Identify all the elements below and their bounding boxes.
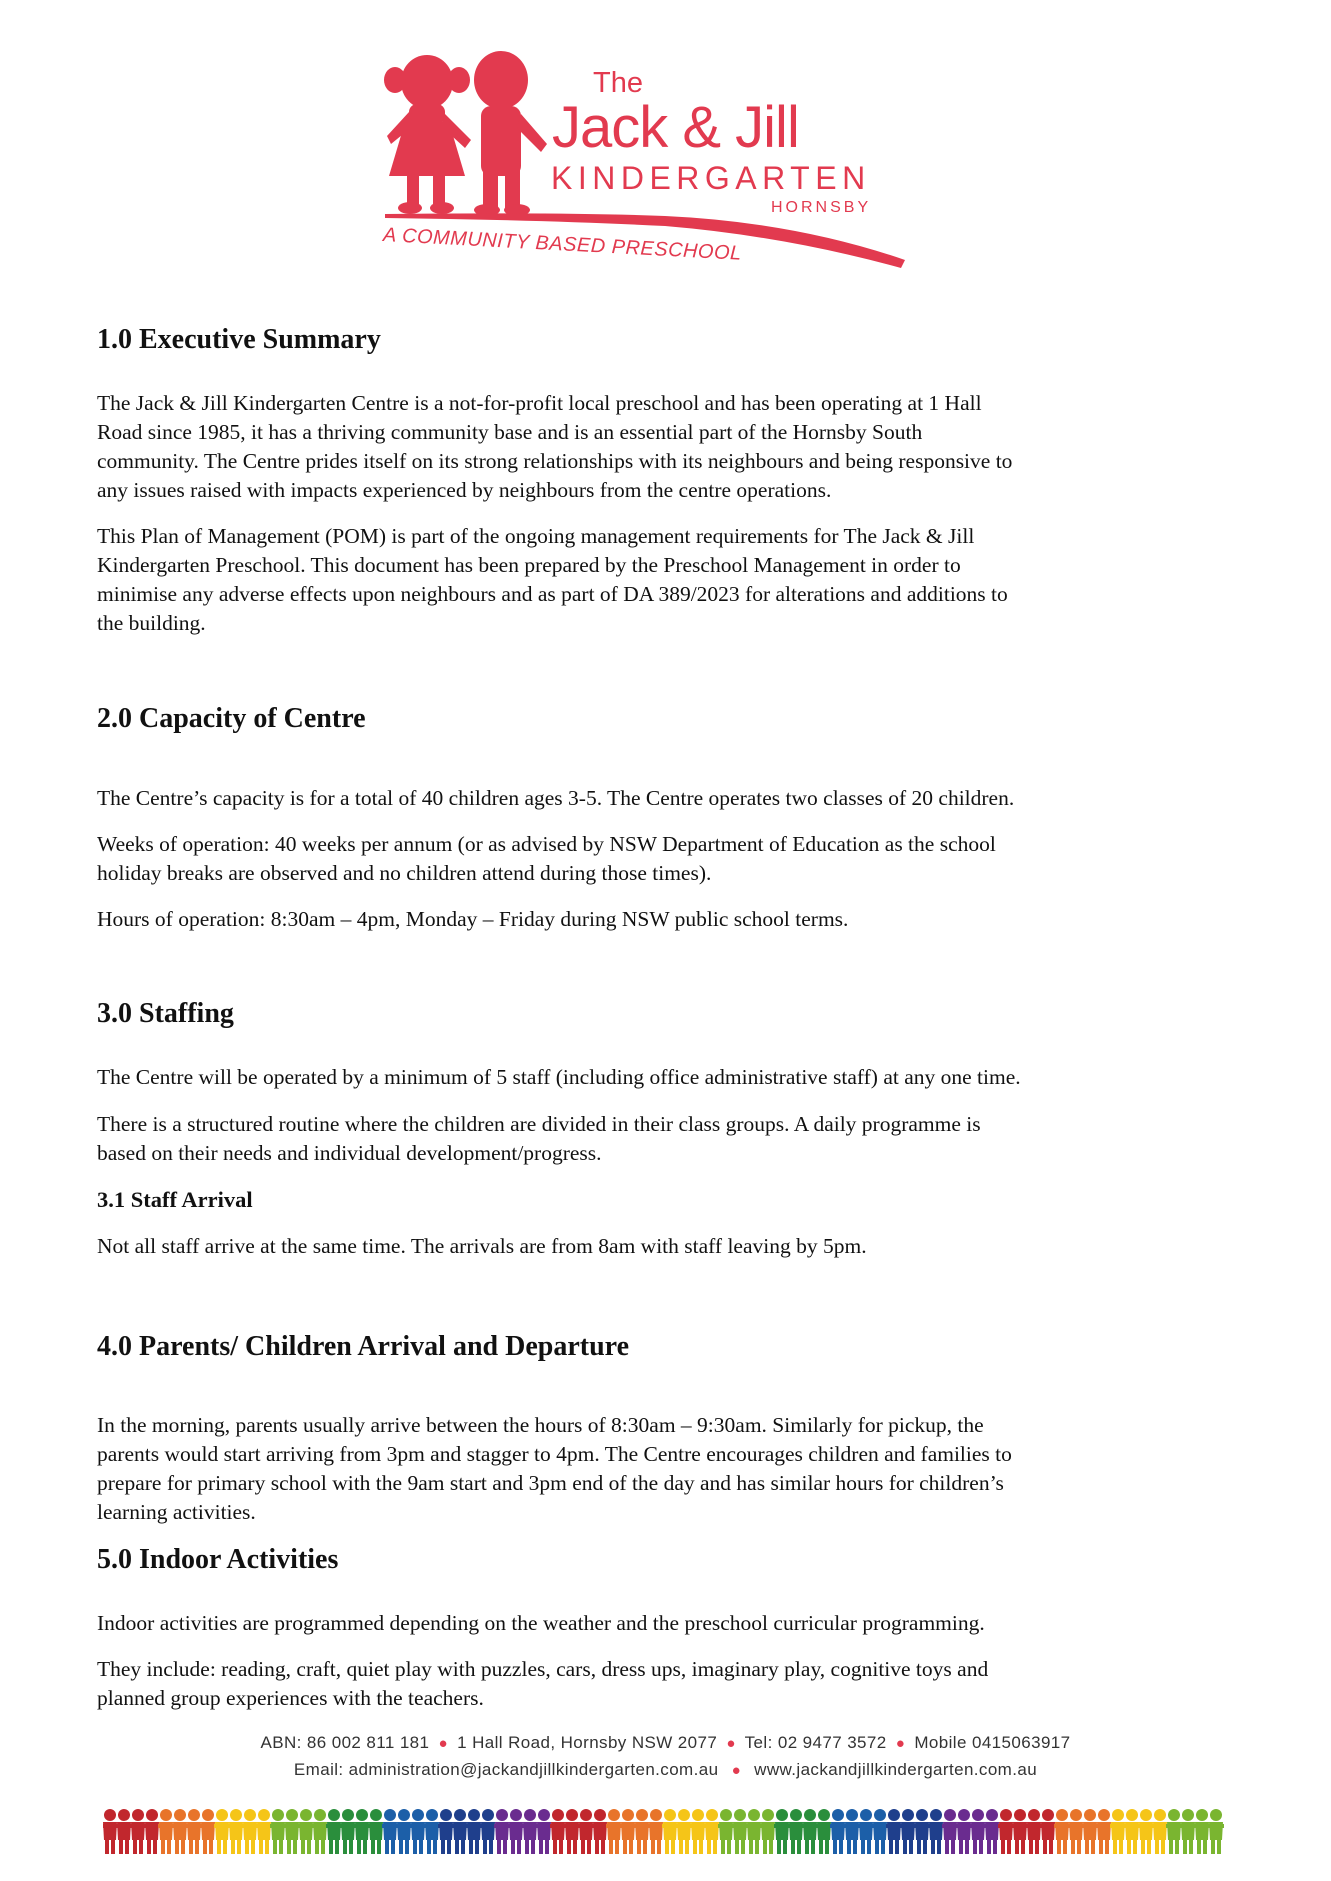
paper-child-icon [578,1809,594,1854]
paper-child-icon [103,1809,118,1854]
paper-child-icon [368,1809,384,1854]
paper-child-icon [466,1809,482,1854]
paper-child-icon [144,1809,160,1854]
text-line: Kindergarten Preschool. This document has been prepared by the Preschool Management in order to [97,553,961,577]
paper-child-icon [1096,1809,1112,1854]
text-line: This Plan of Management (POM) is part of the ongoing management requirements for The Jack & Jill [97,524,975,548]
paper-child-icon [676,1809,692,1854]
text-line: Indoor activities are programmed depending on the weather and the preschool curricular programming. [97,1611,985,1635]
text-line: Road since 1985, it has a thriving community base and is an essential part of the Hornsby South [97,420,923,444]
bullet-dot-icon: ● [731,1762,742,1779]
text-line: based on their needs and individual development/progress. [97,1141,602,1165]
paper-child-icon [830,1809,846,1854]
paper-child-icon [424,1809,440,1854]
paper-child-icon [620,1809,636,1854]
bullet-dot-icon: ● [726,1735,736,1752]
paper-child-icon [704,1809,720,1854]
text-line: learning activities. [97,1500,256,1524]
paper-child-icon [1082,1809,1098,1854]
paper-child-icon [438,1809,454,1854]
text-line: planned group experiences with the teachers. [97,1686,484,1710]
paper-child-icon [200,1809,216,1854]
paper-child-icon [172,1809,188,1854]
text-line: prepare for primary school with the 9am start and 3pm end of the day and has similar hours for children’s [97,1471,1004,1495]
footer-abn: ABN: 86 002 811 181 [260,1733,430,1752]
paper-child-icon [886,1809,902,1854]
footer-address: 1 Hall Road, Hornsby NSW 2077 [457,1733,718,1752]
paper-child-icon [844,1809,860,1854]
text-line: The Centre’s capacity is for a total of 40 children ages 3-5. The Centre operates two classes of 20 children. [97,786,1015,810]
footer-web-line [0,1760,1331,1780]
footer-contact-line [0,1733,1331,1753]
paper-child-icon [550,1809,566,1854]
text-line: parents would start arriving from 3pm and stagger to 4pm. The Centre encourages children and families to [97,1442,1012,1466]
paper-child-icon [130,1809,146,1854]
paper-child-icon [1138,1809,1154,1854]
paper-child-icon [1026,1809,1042,1854]
paper-child-icon [690,1809,706,1854]
capacity-paragraph-2 [97,830,1197,888]
paper-child-icon [732,1809,748,1854]
capacity-paragraph-1 [97,784,1197,813]
paper-child-icon [914,1809,930,1854]
logo-the-text: The [593,67,643,99]
paper-child-icon [718,1809,734,1854]
paper-child-icon [480,1809,496,1854]
executive-summary-paragraph-2 [97,522,1197,638]
text-line: minimise any adverse effects upon neighbours and as part of DA 389/2023 for alterations and additions to [97,582,1008,606]
text-line: Hours of operation: 8:30am – 4pm, Monday – Friday during NSW public school terms. [97,907,849,931]
paper-child-icon [522,1809,538,1854]
paper-child-icon [1012,1809,1028,1854]
paper-child-icon [1166,1809,1182,1854]
paper-child-icon [214,1809,230,1854]
section-heading-staffing: 3.0 Staffing [97,998,234,1029]
paper-child-icon [788,1809,804,1854]
text-line: In the morning, parents usually arrive between the hours of 8:30am – 9:30am. Similarly for pickup, the [97,1413,984,1437]
paper-child-icon [1068,1809,1084,1854]
paper-child-icon [928,1809,944,1854]
paper-child-icon [396,1809,412,1854]
paper-child-icon [326,1809,342,1854]
paper-child-icon [536,1809,552,1854]
paper-child-icon [970,1809,986,1854]
section-heading-indoor-activities: 5.0 Indoor Activities [97,1544,339,1575]
text-line: The Jack & Jill Kindergarten Centre is a not-for-profit local preschool and has been operating at 1 Hall [97,391,982,415]
sub-heading-staff-arrival: 3.1 Staff Arrival [97,1187,253,1212]
paper-child-icon [1208,1809,1224,1854]
logo-name-text: Jack & Jill [552,95,799,160]
paper-child-icon [382,1809,398,1854]
paper-child-icon [228,1809,244,1854]
paper-child-icon [410,1809,426,1854]
paper-child-icon [802,1809,818,1854]
paper-child-icon [1124,1809,1140,1854]
section-heading-capacity: 2.0 Capacity of Centre [97,703,366,734]
paper-child-icon [452,1809,468,1854]
footer-email[interactable]: Email: administration@jackandjillkindergarten.com.au [293,1760,719,1779]
paper-child-icon [116,1809,132,1854]
paper-child-icon [340,1809,356,1854]
paper-child-icon [312,1809,328,1854]
section-heading-arrival-departure: 4.0 Parents/ Children Arrival and Departure [97,1331,629,1362]
staff-arrival-paragraph [97,1232,1197,1261]
indoor-activities-paragraph-2 [97,1655,1197,1713]
paper-child-icon [1054,1809,1070,1854]
paper-child-icon [1040,1809,1056,1854]
bullet-dot-icon: ● [438,1735,448,1752]
indoor-activities-paragraph-1 [97,1609,1197,1638]
paper-child-icon [1194,1809,1210,1854]
footer-tel: Tel: 02 9477 3572 [744,1733,887,1752]
paper-child-icon [270,1809,286,1854]
staffing-paragraph-1 [97,1063,1197,1092]
paper-child-icon [984,1809,1000,1854]
paper-child-icon [872,1809,888,1854]
paper-child-icon [508,1809,524,1854]
paper-child-icon [900,1809,916,1854]
paper-child-icon [760,1809,776,1854]
text-line: They include: reading, craft, quiet play with puzzles, cars, dress ups, imaginary play, cognitive toys and [97,1657,989,1681]
paper-child-icon [494,1809,510,1854]
text-line: holiday breaks are observed and no children attend during those times). [97,861,712,885]
executive-summary-paragraph-1 [97,389,1197,505]
text-line: community. The Centre prides itself on its strong relationships with its neighbours and being responsive to [97,449,1013,473]
text-line: any issues raised with impacts experienced by neighbours from the centre operations. [97,478,832,502]
paper-child-icon [592,1809,608,1854]
paper-child-icon [942,1809,958,1854]
logo-tagline: A COMMUNITY BASED PRESCHOOL [382,224,743,265]
paper-child-icon [158,1809,174,1854]
text-line: Weeks of operation: 40 weeks per annum (or as advised by NSW Department of Education as the school [97,832,996,856]
paper-child-icon [998,1809,1014,1854]
paper-child-icon [298,1809,314,1854]
logo-kindergarten-text: KINDERGARTEN [551,160,871,196]
paper-child-icon [648,1809,664,1854]
paper-child-icon [606,1809,622,1854]
text-line: Not all staff arrive at the same time. The arrivals are from 8am with staff leaving by 5pm. [97,1234,867,1258]
footer-mobile: Mobile 0415063917 [914,1733,1071,1752]
jack-and-jill-logo [365,44,915,274]
rainbow-children-border [103,1808,1233,1856]
paper-child-icon [956,1809,972,1854]
text-line: The Centre will be operated by a minimum of 5 staff (including office administrative staff) at any one time. [97,1065,1021,1089]
paper-child-icon [774,1809,790,1854]
paper-child-icon [1152,1809,1168,1854]
paper-child-icon [256,1809,272,1854]
paper-child-icon [858,1809,874,1854]
paper-child-icon [354,1809,370,1854]
paper-child-icon [284,1809,300,1854]
text-line: There is a structured routine where the children are divided in their class groups. A daily programme is [97,1112,981,1136]
staffing-paragraph-2 [97,1110,1197,1168]
arrival-departure-paragraph [97,1411,1197,1527]
bullet-dot-icon: ● [895,1735,906,1752]
logo-suburb-text: HORNSBY [771,199,872,216]
paper-child-icon [816,1809,832,1854]
paper-child-icon [186,1809,202,1854]
paper-child-icon [746,1809,762,1854]
paper-child-icon [634,1809,650,1854]
paper-child-icon [662,1809,678,1854]
text-line: the building. [97,611,206,635]
paper-child-icon [1110,1809,1126,1854]
section-heading-executive-summary: 1.0 Executive Summary [97,324,381,355]
paper-child-icon [242,1809,258,1854]
footer-website[interactable]: www.jackandjillkindergarten.com.au [754,1760,1038,1779]
capacity-paragraph-3 [97,905,1197,934]
paper-child-icon [564,1809,580,1854]
paper-child-icon [1180,1809,1196,1854]
